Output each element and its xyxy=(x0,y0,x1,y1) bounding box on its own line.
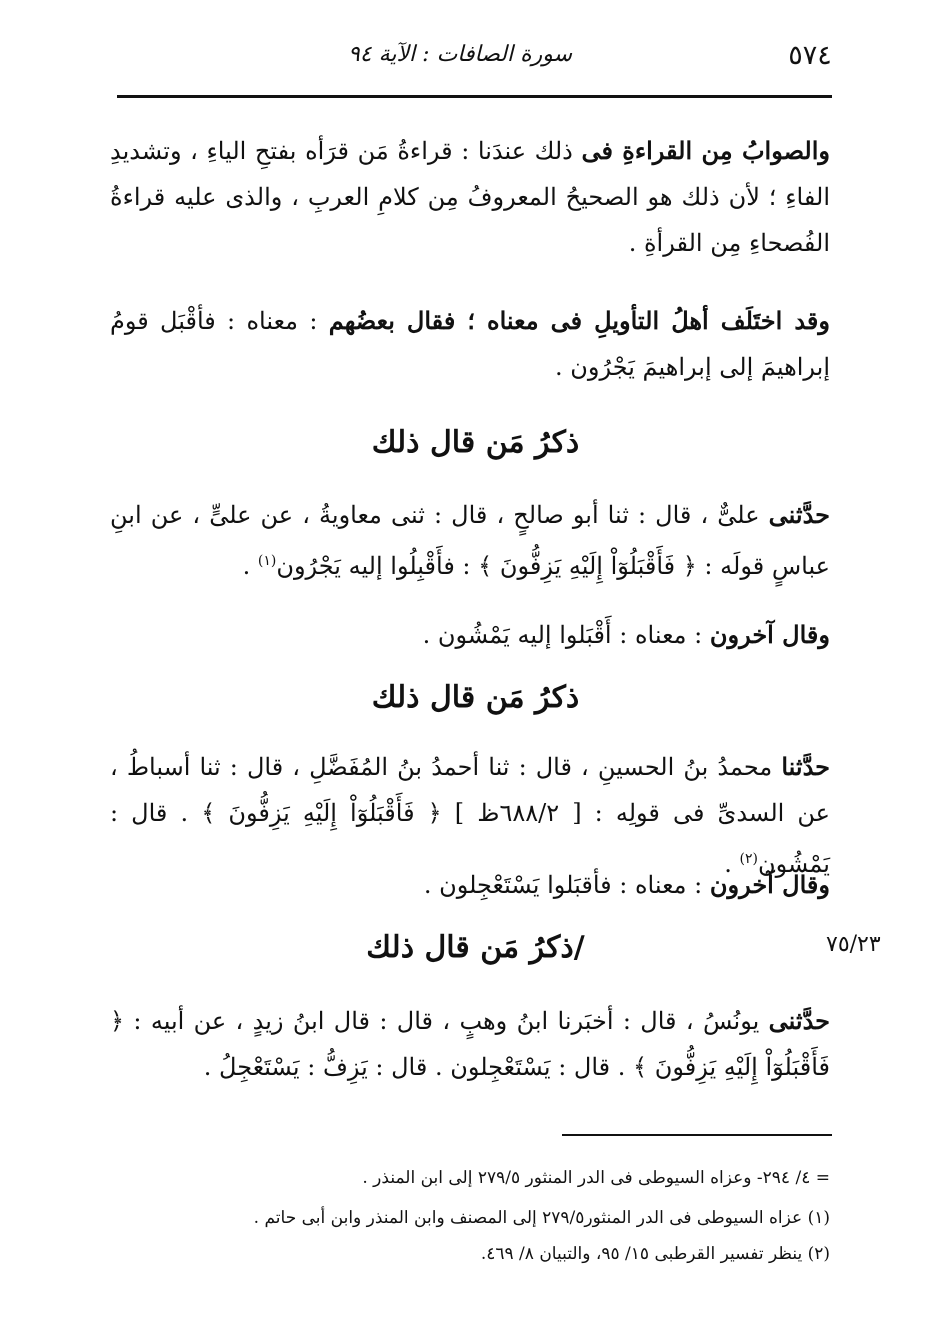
paragraph-7-text: يونُسُ ، قال : أخبَرنا ابنُ وهبٍ ، قال : قال ابنُ زيدٍ ، عن أبيه : ﴿ فَأَقْبَلُوٓاْ إِلَيْهِ يَزِفُّونَ ﴾ . قال : يَسْتَعْجِلون . قال : يَزِفُّ : يَسْتَعْجِلُ . xyxy=(110,1007,830,1081)
paragraph-5-end: . xyxy=(724,850,740,878)
header-rule xyxy=(117,95,832,98)
paragraph-2-text: : معناه : فأقْبَل قومُ إبراهيمَ إلى إبراهيمَ يَجْرُون . xyxy=(110,307,830,381)
paragraph-7-lead: حدَّثنى xyxy=(768,1006,830,1035)
paragraph-6-text: : معناه : فأقبَلوا يَسْتَعْجِلون . xyxy=(423,871,710,899)
paragraph-3 xyxy=(110,492,830,589)
running-header-title: سورة الصافات : الآية ٩٤ xyxy=(347,42,573,67)
footnote-rule xyxy=(562,1134,832,1136)
paragraph-3-text: علىٌّ ، قال : ثنا أبو صالحٍ ، قال : ثنى معاويةُ ، عن علىٍّ ، عن ابنِ عباسٍ قولَه : ﴿ فَأَقْبَلُوٓاْ إِلَيْهِ يَزِفُّونَ ﴾ : فأَقْبِلُوا إليه يَجْرُون xyxy=(110,501,830,580)
paragraph-1 xyxy=(110,128,830,266)
footnote-1: (١) عزاه السيوطى فى الدر المنثور٢٧٩/٥ إلى المصنف وابن المنذر وابن أبى حاتم . xyxy=(253,1208,830,1228)
paragraph-5-lead: حدَّثنا xyxy=(781,752,830,781)
footnote-ref-2: (٢) xyxy=(739,851,758,867)
page-number: ٥٧٤ xyxy=(788,40,832,71)
margin-reference: ٧٥/٢٣ xyxy=(826,932,881,957)
paragraph-6-lead: وقال آخرون xyxy=(709,870,830,899)
footnote-2: (٢) ينظر تفسير القرطبى ١٥/ ٩٥، والتبيان ٨/ ٤٦٩. xyxy=(480,1244,830,1264)
paragraph-3-end: . xyxy=(242,552,258,580)
section-heading-1: ذكرُ مَن قال ذلك xyxy=(371,425,580,460)
section-heading-2: ذكرُ مَن قال ذلك xyxy=(371,680,580,715)
paragraph-4-text: : معناه : أَقْبَلوا إليه يَمْشُون . xyxy=(422,621,710,649)
paragraph-7 xyxy=(110,998,830,1090)
section-heading-3: /ذكرُ مَن قال ذلك xyxy=(366,930,585,965)
paragraph-2-lead: وقد اختَلَف أهلُ التأويلِ فى معناه ؛ فقال بعضُهم xyxy=(328,306,830,335)
paragraph-1-text: ذلك عندَنا : قراءةُ مَن قرَأه بفتحِ الياءِ ، وتشديدِ الفاءِ ؛ لأن ذلك هو الصحيحُ المعروفُ مِن كلامِ العربِ ، والذى عليه قراءةُ الفُصحاءِ مِن القرأةِ . xyxy=(110,137,830,257)
paragraph-1-lead: والصوابُ مِن القراءةِ فى xyxy=(581,136,830,165)
paragraph-3-lead: حدَّثنى xyxy=(768,500,830,529)
footnote-continued: = ٤/ ٢٩٤- وعزاه السيوطى فى الدر المنثور ٢٧٩/٥ إلى ابن المنذر . xyxy=(362,1168,830,1188)
paragraph-5-text: محمدُ بنُ الحسينِ ، قال : ثنا أحمدُ بنُ المُفَضَّلِ ، قال : ثنا أسباطُ ، عن السدىِّ فى قولِه : [ ٦٨٨/٢ظ ] ﴿ فَأَقْبَلُوٓاْ إِلَيْهِ يَزِفُّونَ ﴾ . قال : يَمْشُون xyxy=(110,753,830,878)
paragraph-4-lead: وقال آخرون xyxy=(709,620,830,649)
paragraph-6 xyxy=(110,862,830,908)
paragraph-4 xyxy=(110,612,830,658)
paragraph-2 xyxy=(110,298,830,390)
footnote-ref-1: (١) xyxy=(257,553,277,569)
